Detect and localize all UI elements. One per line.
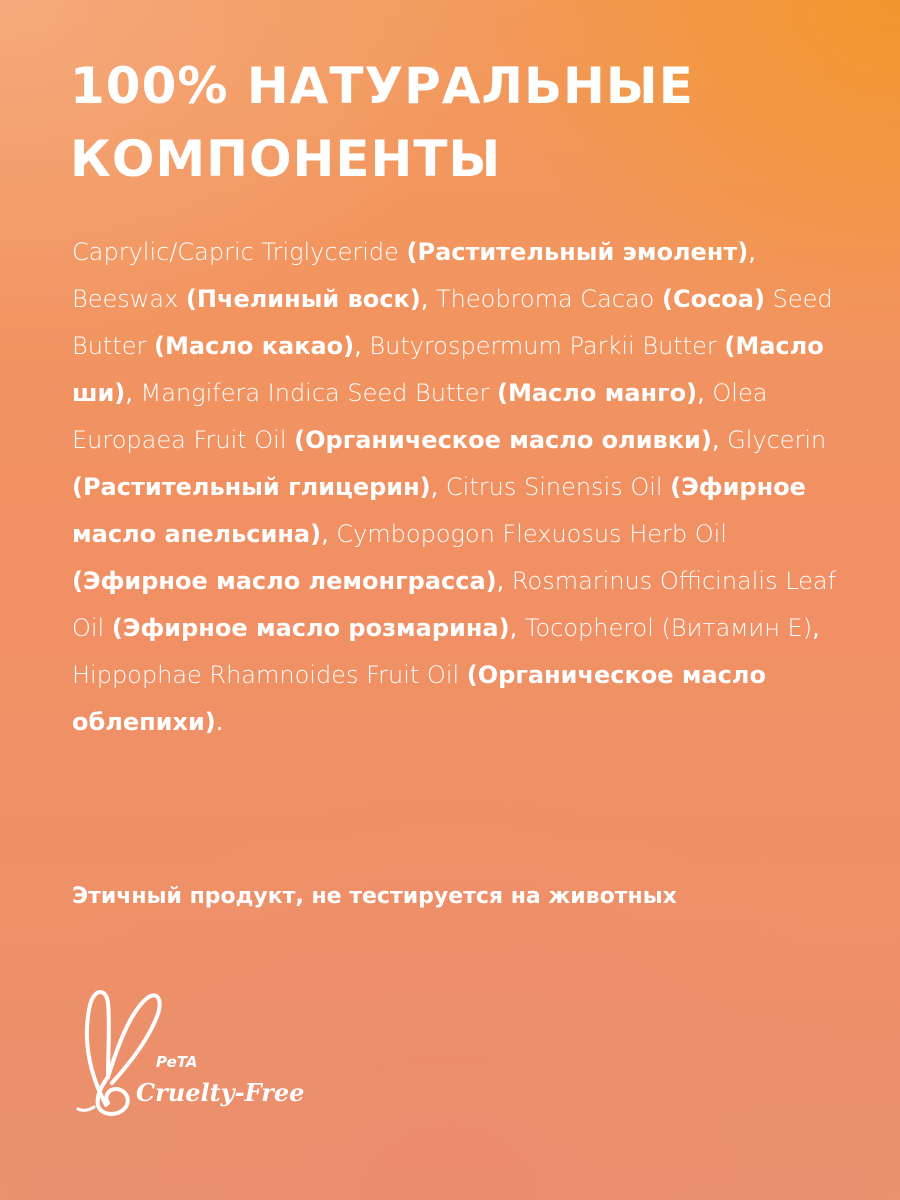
ingredient-ru: (Эфирное масло апельсина) xyxy=(72,473,806,548)
ingredient-ru: (Пчелиный воск) xyxy=(185,285,421,313)
ingredient-ru: (Эфирное масло розмарина) xyxy=(111,614,510,642)
ingredient xyxy=(525,614,820,642)
peta-badge xyxy=(156,1053,197,1071)
ingredient-ru: (Растительный глицерин) xyxy=(72,473,431,501)
ingredient-sep xyxy=(765,285,773,313)
ingredient-sep: , xyxy=(496,567,512,595)
ingredient-sep: , xyxy=(812,614,820,642)
ingredient-sep: , xyxy=(430,473,446,501)
ingredient-sep: , xyxy=(321,520,337,548)
cruelty-free-label: Cruelty-Free xyxy=(136,1078,305,1107)
ingredient-latin: Caprylic/Capric Triglyceride xyxy=(72,238,407,266)
ingredient-ru: (Органическое масло облепихи) xyxy=(72,661,766,736)
ethics-statement: Этичный продукт, не тестируется на животных xyxy=(72,884,677,909)
ingredient-latin: Citrus Sinensis Oil xyxy=(445,473,671,501)
ingredient-latin: Rosmarinus Officinalis Leaf Oil xyxy=(72,567,837,642)
ingredient-latin: Cymbopogon Flexuosus Herb Oil xyxy=(336,520,727,548)
ingredient-latin: Seed Butter xyxy=(72,285,833,360)
ingredient-sep: . xyxy=(215,708,224,736)
ingredients-list xyxy=(72,229,852,746)
ingredient-latin: Olea Europaea Fruit Oil xyxy=(72,379,768,454)
ingredient-sep: , xyxy=(697,379,713,407)
ingredient-sep: , xyxy=(748,238,756,266)
ingredient-latin: Glycerin xyxy=(727,426,827,454)
title-line-1: 100% НАТУРАЛЬНЫЕ xyxy=(70,57,694,115)
ingredient-sep: , xyxy=(420,285,437,313)
title-line-2: КОМПОНЕНТЫ xyxy=(70,130,502,188)
ingredient-sep: , xyxy=(711,426,728,454)
ingredient xyxy=(72,661,766,736)
ingredient xyxy=(72,285,436,313)
ingredient-latin: Tocopherol (Витамин E) xyxy=(524,614,813,642)
peta-brand: PeTA xyxy=(156,1053,198,1071)
ingredient-sep: , xyxy=(509,614,525,642)
ingredient xyxy=(72,238,756,266)
ingredient-latin: Theobroma Cacao xyxy=(436,285,662,313)
peta-cruelty-free-logo xyxy=(68,985,318,1120)
ingredient-ru: (Масло какао) xyxy=(154,332,355,360)
ingredient-latin: Hippophae Rhamnoides Fruit Oil xyxy=(72,661,467,689)
ingredient xyxy=(436,285,773,313)
ingredient-ru: (Органическое масло оливки) xyxy=(294,426,712,454)
ingredient-ru: (Эфирное масло лемонграсса) xyxy=(72,567,497,595)
ingredient-ru: (Масло манго) xyxy=(497,379,698,407)
ingredient-latin: Beeswax xyxy=(72,285,186,313)
ingredient-latin: Butyrospermum Parkii Butter xyxy=(369,332,725,360)
ingredient-sep: , xyxy=(125,379,141,407)
ingredient xyxy=(141,379,713,407)
ingredient-ru: (Cocoa) xyxy=(662,285,765,313)
ingredient-latin: Mangifera Indica Seed Butter xyxy=(140,379,498,407)
page-title xyxy=(70,50,850,196)
ingredient-ru: (Масло ши) xyxy=(72,332,824,407)
ingredient-sep: , xyxy=(354,332,370,360)
ingredient-ru: (Растительный эмолент) xyxy=(406,238,749,266)
